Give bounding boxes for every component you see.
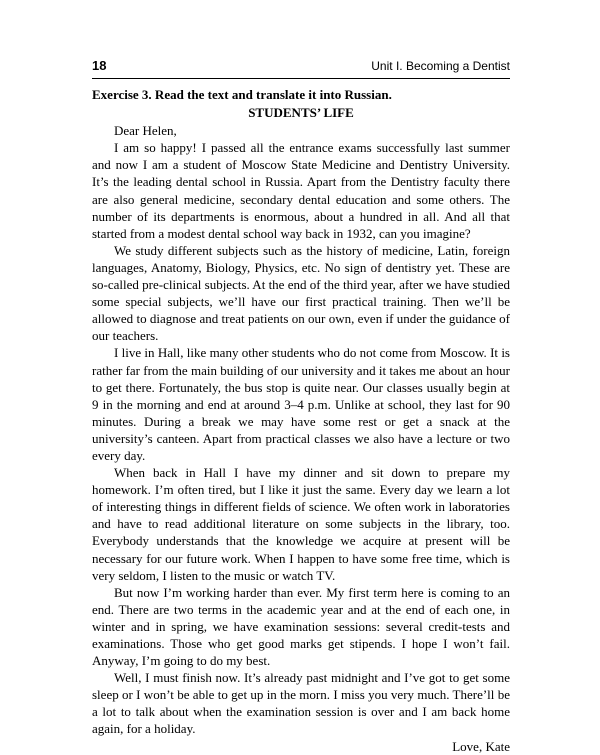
letter-salutation: Dear Helen,	[114, 123, 177, 139]
exercise-heading: Exercise 3. Read the text and translate it into Russian.	[92, 87, 392, 102]
running-title: Unit I. Becoming a Dentist	[371, 59, 510, 73]
letter-paragraph: We study different subjects such as the history of medicine, Latin, foreign languages, Anatomy, Biology, Physics, etc. No sign of dentistry yet. These are so-called pre-clinical subjects. At the end of the third year, after we have studied some special subjects, we’ll have our first practical training. Then we’ll be allowed to diagnose and treat patients on our own, even if under the guidance of our teachers.	[92, 242, 510, 344]
letter-paragraph: I live in Hall, like many other students who do not come from Moscow. It is rather far from the main building of our university and it takes me about an hour to get there. Fortunately, the bus stop is quite near. Our classes usually begin at 9 in the morning and end at around 3–4 p.m. Unlike at school, they last for 90 minutes. During a break we may have some rest or get a snack at the university’s canteen. Apart from practical classes we also have a lecture or two every day.	[92, 345, 510, 463]
page-number: 18	[92, 58, 107, 73]
letter-paragraph: I am so happy! I passed all the entrance exams successfully last summer and now I am a student of Moscow State Medicine and Dentistry University. It’s the leading dental school in Russia. Apart from the Dentistry faculty there are also general medicine, secondary dental education and some others. The number of its departments is enormous, about a hundred in all. And all that started from a modest dental school way back in 1932, can you imagine?	[92, 140, 510, 241]
letter-paragraph: When back in Hall I have my dinner and sit down to prepare my homework. I’m often tired, but I like it just the same. Every day we learn a lot of interesting things in different fields of science. We often work in laboratories and have to read additional literature on some subjects in the library, too. Everybody understands that the knowledge we acquire at present will be necessary for our future work. When I happen to have some free time, which is very seldom, I listen to the music or watch TV.	[92, 465, 510, 583]
letter-paragraph: But now I’m working harder than ever. My first term here is coming to an end. There are two terms in the academic year and at the end of each one, in winter and in spring, we have examination sessions: several credit-tests and examinations. Those who get good marks get stipends. I hope I won’t fail. Anyway, I’m going to do my best.	[92, 584, 510, 669]
letter-signoff: Love, Kate	[452, 738, 510, 754]
running-header	[92, 56, 510, 79]
page-content	[92, 86, 510, 755]
letter-paragraph: Well, I must finish now. It’s already past midnight and I’ve got to get some sleep or I won’t be able to get up in the morn. I miss you very much. There’ll be a lot to talk about when the examination session is over and I am back home again, for a holiday.	[92, 670, 510, 737]
text-title: STUDENTS’ LIFE	[248, 105, 354, 121]
